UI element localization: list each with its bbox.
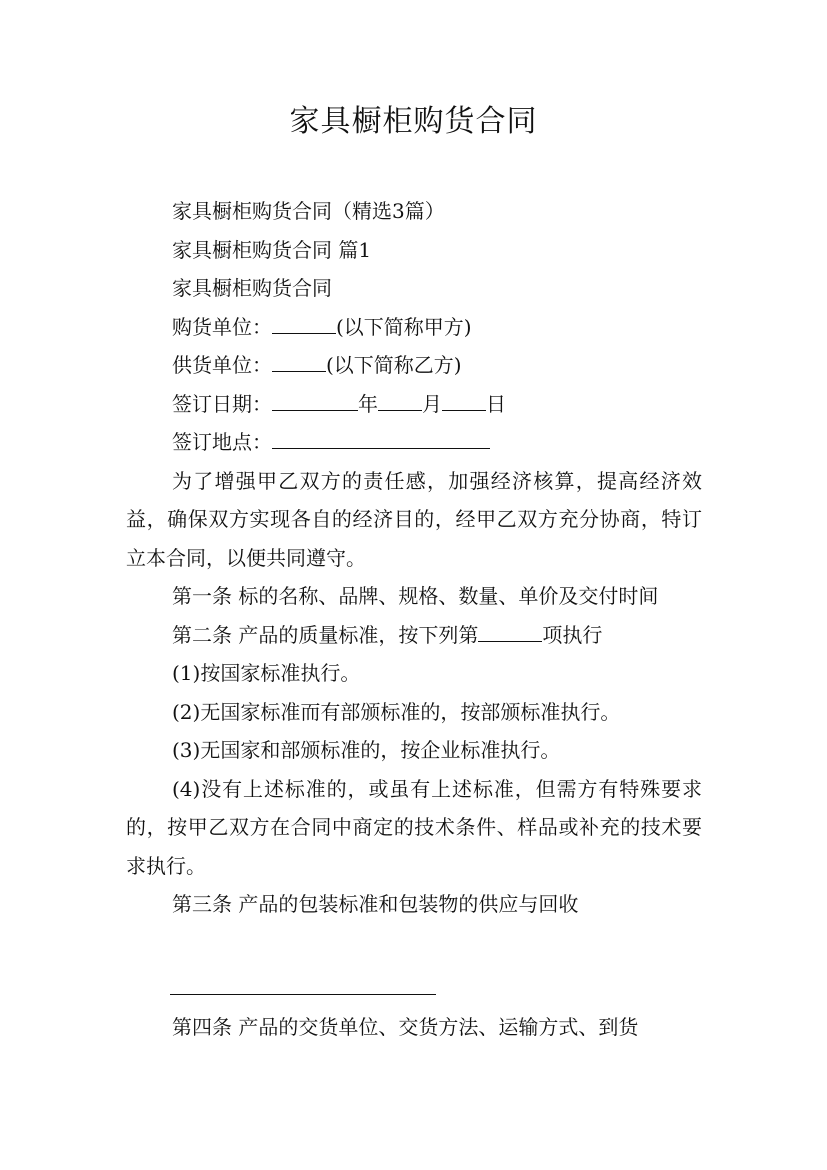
buyer-blank bbox=[272, 311, 336, 334]
document-body bbox=[126, 192, 702, 924]
article-2-suffix: 项执行 bbox=[542, 622, 603, 647]
article-3: 第三条 产品的包装标准和包装物的供应与回收 bbox=[172, 892, 579, 916]
place-label: 签订地点： bbox=[172, 430, 272, 454]
article-2-item-2: (2)无国家标准而有部颁标准的，按部颁标准执行。 bbox=[172, 699, 621, 724]
article-2-item-4: (4)没有上述标准的，或虽有上述标准，但需方有特殊要求的，按甲乙双方在合同中商定的技术条件、样品或补充的技术要求执行。 bbox=[126, 776, 702, 878]
article-2-prefix: 第二条 产品的质量标准，按下列第 bbox=[172, 622, 479, 647]
article-4: 第四条 产品的交货单位、交货方法、运输方式、到货 bbox=[172, 1015, 639, 1039]
supplier-suffix: (以下简称乙方) bbox=[326, 353, 462, 377]
article-2-item-3: (3)无国家和部颁标准的，按企业标准执行。 bbox=[172, 738, 561, 762]
paragraph-contract-name: 家具橱柜购货合同 bbox=[172, 276, 332, 300]
article-2-blank bbox=[478, 619, 542, 642]
supplier-line bbox=[126, 346, 702, 385]
date-day-blank bbox=[442, 388, 486, 411]
article-2-item-1: (1)按国家标准执行。 bbox=[172, 661, 361, 685]
article-2 bbox=[126, 616, 702, 655]
paragraph-subtitle: 家具橱柜购货合同（精选3篇） bbox=[172, 199, 445, 223]
place-blank bbox=[272, 426, 490, 449]
date-day: 日 bbox=[486, 391, 506, 416]
article-3-blank-line bbox=[170, 994, 436, 995]
date-month: 月 bbox=[422, 391, 442, 416]
paragraph-part-heading: 家具橱柜购货合同 篇1 bbox=[172, 237, 372, 262]
paragraph-intro: 为了增强甲乙双方的责任感，加强经济核算，提高经济效益，确保双方实现各自的经济目的，经甲乙双方充分协商，特订立本合同，以便共同遵守。 bbox=[126, 468, 702, 570]
supplier-label: 供货单位： bbox=[172, 353, 272, 377]
article-1: 第一条 标的名称、品牌、规格、数量、单价及交付时间 bbox=[172, 584, 659, 608]
buyer-line bbox=[126, 308, 702, 347]
document-body-continued bbox=[126, 1008, 702, 1047]
date-year-blank bbox=[272, 388, 358, 411]
buyer-suffix: (以下简称甲方) bbox=[336, 314, 472, 339]
supplier-blank bbox=[272, 349, 326, 372]
date-line bbox=[126, 385, 702, 424]
date-year: 年 bbox=[358, 391, 378, 416]
place-line bbox=[126, 423, 702, 462]
buyer-label: 购货单位： bbox=[172, 314, 272, 339]
date-label: 签订日期： bbox=[172, 391, 272, 416]
date-month-blank bbox=[378, 388, 422, 411]
document-title: 家具橱柜购货合同 bbox=[289, 104, 538, 139]
